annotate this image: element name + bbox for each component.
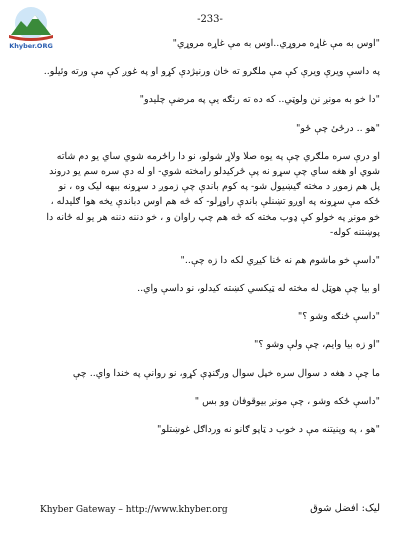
text-line: "دا خو به مونږ نن ولوټي.. که ده ته رنګه يې په مرضې چليدو": [139, 94, 380, 106]
footer-source: Khyber Gateway – http://www.khyber.org: [40, 505, 228, 515]
page-number: -233-: [197, 14, 223, 25]
footer-author: ليک: افضل شوق: [310, 503, 380, 514]
text-line: "داسې ځکه وشو ، چې مونږ بيوقوفان وو بس ": [194, 395, 380, 407]
text-line: "داسې ځنګه وشو ؟": [297, 311, 380, 323]
text-line: "هو .. درځئ چې ځو": [296, 122, 380, 134]
text-line: "او زه بيا وايم، چې ولې وشو ؟": [253, 339, 380, 351]
text-line: "اوس به مې غاړه مروړي..اوس به مې غاړه مروړي": [172, 38, 380, 49]
text-paragraph: او درې سره ملګري چې په يوه صلا ولاړ شولو، نو دا راځرمه شوي ساي يو دم شاته شوي او هغه ساي چې سړو نه پې ځرکيدلو رامخته شوي- او له دې سره سم يو دروند پل هم زموږ د مخته ګيښيول شو- په کوم باندې چې زموږ د سړونه ببهه ليک وه ، نو ځکه مې سړونه په اوږو تښنلې باندې راوړلو- که څه هم اوس دباندې يخه هوا ګليدله ، خو مونږ په خولو کې ډوب مخته که څه هم چپ راوان و ، خو دننه دننه هر يو له ځانه دا پوښتنه کوله-: [46, 150, 380, 238]
text-line: په داسې ويرې ويرې کې مې ملګرو ته خان ورنيژدې کړو او په غوږ کې مې ورته وئيلو..: [43, 66, 380, 78]
text-line: ما چې د هغه د سوال سره خپل سوال ورګنډې کړو، نو روانې په خندا واي.. چې: [72, 367, 380, 379]
text-line: "هو ، په وينيتنه مې د خوب د ټاپو ګانو نه ورداګل غوښتلو": [157, 424, 380, 435]
logo-label: Khyber.ORG: [9, 42, 53, 50]
document-body: [40, 36, 380, 450]
text-line: او بيا چې هوټل له مخته له ټيکسي کښته کيدلو، نو داسې واي..: [137, 283, 380, 295]
text-line: "داسې خو ماشوم هم نه ځنا کيږي لکه دا زه چې..": [180, 254, 380, 266]
